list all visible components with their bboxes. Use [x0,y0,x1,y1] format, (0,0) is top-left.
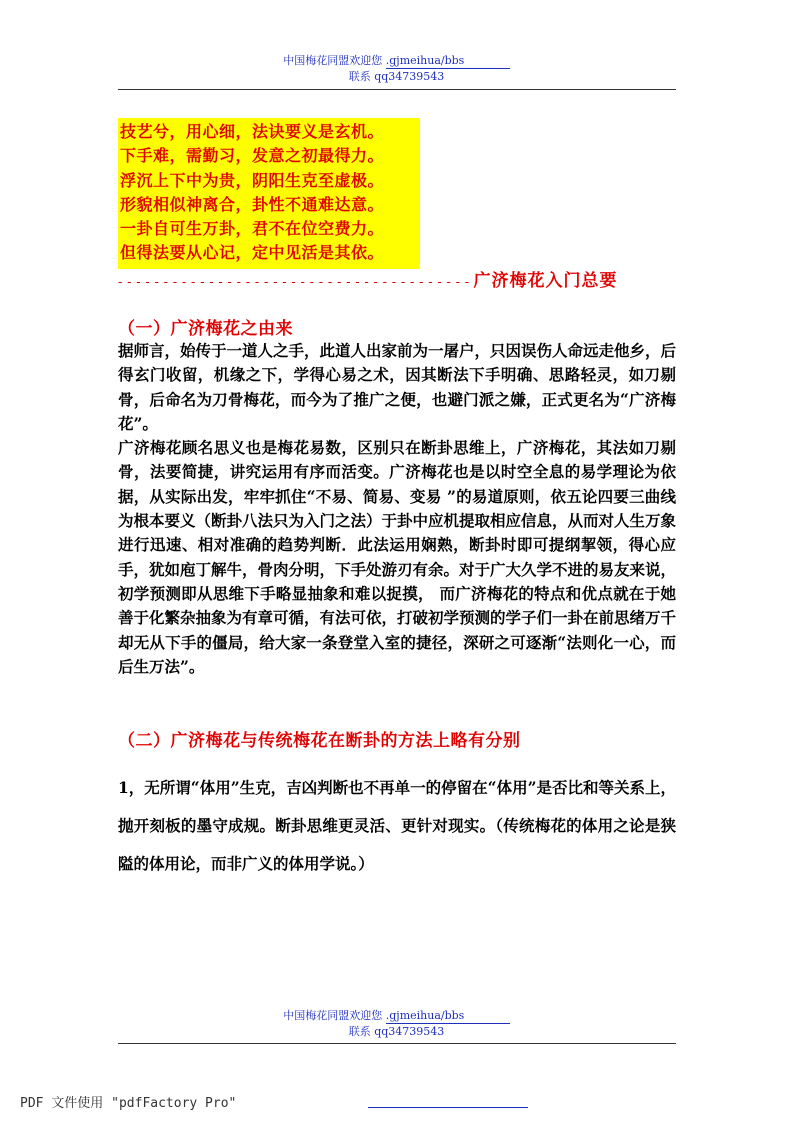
poem-line: 但得法要从心记，定中见活是其依。 [120,243,385,263]
header-contact: 联系 qq34739543 [348,70,445,83]
footer-divider [118,1043,676,1044]
poem-line: 形貌相似神离合，卦性不通难达意。 [120,194,385,214]
header-site-line [0,53,793,69]
page-header [0,53,793,84]
pdf-factory-note: PDF 文件使用 "pdfFactory Pro" [20,1096,237,1111]
footer-link-underline[interactable] [368,1107,528,1108]
dash-separator: - - - - - - - - - - - - - - - - - - - - - - - - - - - - - - - - - - - - - - - [118,275,470,290]
section1-title: （一）广济梅花之由来 [118,319,293,339]
title-line [118,266,617,291]
section1-paragraph: 广济梅花顾名思义也是梅花易数，区别只在断卦思维上，广济梅花，其法如刀剔骨，法要简捷，讲究运用有序而活变。广济梅花也是以时空全息的易学理论为依据，从实际出发，牢牢抓住“不易、简易、变易 ”的易道原则，依五论四要三曲线为根本要义（断卦八法只为入门之法）于卦中应机提取相应信息，从而对人生万象进行迅速、相对准确的趋势判断．此法运用娴熟，断卦时即可提纲挈领，得心应手，犹如庖丁解牛，骨肉分明，下手处游刃有余。对于广大久学不进的易友来说，初学预测即从思维下手略显抽象和难以捉摸， 而广济梅花的特点和优点就在于她善于化繁杂抽象为有章可循，有法可依，打破初学预测的学子们一卦在前思绪万千却无从下手的僵局，给大家一条登堂入室的捷径，深研之可逐渐“法则化一心，而后生万法”。 [118,438,677,676]
header-site-prefix: 中国梅花同盟欢迎您 [283,54,386,67]
poem-line: 下手难，需勤习，发意之初最得力。 [120,146,385,166]
footer-site-line [0,1008,793,1024]
section1-paragraph: 据师言，始传于一道人之手，此道人出家前为一屠户，只因误伤人命远走他乡，后得玄门收留，机缘之下，学得心易之术，因其断法下手明确、思路轻灵，如刀剔骨，后命名为刀骨梅花，而今为了推广之便，也避门派之嫌，正式更名为“广济梅花”。 [118,341,677,433]
header-divider [118,89,676,90]
item-number: 1 [118,778,129,797]
footer-site-link[interactable]: .gjmeihua/bbs [386,1008,510,1024]
section1-body [118,339,676,679]
footer-site-prefix: 中国梅花同盟欢迎您 [283,1009,386,1022]
poem-line: 浮沉上下中为贵，阴阳生克至虚极。 [120,170,385,190]
doc-title: 广济梅花入门总要 [473,271,618,291]
header-site-link[interactable]: .gjmeihua/bbs [386,53,510,69]
poem-line: 技艺兮，用心细，法诀要义是玄机。 [120,122,385,141]
section2-title: （二）广济梅花与传统梅花在断卦的方法上略有分别 [118,731,521,751]
footer-contact: 联系 qq34739543 [348,1025,445,1038]
item-text: ，无所谓“体用”生克，吉凶判断也不再单一的停留在“体用”是否比和等关系上，抛开刻板的墨守成规。断卦思维更灵活、更针对现实。（传统梅花的体用之论是狭隘的体用论，而非广义的体用学说。） [118,778,676,873]
page-footer-header [0,1008,793,1039]
poem-line: 一卦自可生万卦，君不在位空费力。 [120,219,385,239]
section2-item [118,769,676,883]
poem-block [118,118,420,269]
